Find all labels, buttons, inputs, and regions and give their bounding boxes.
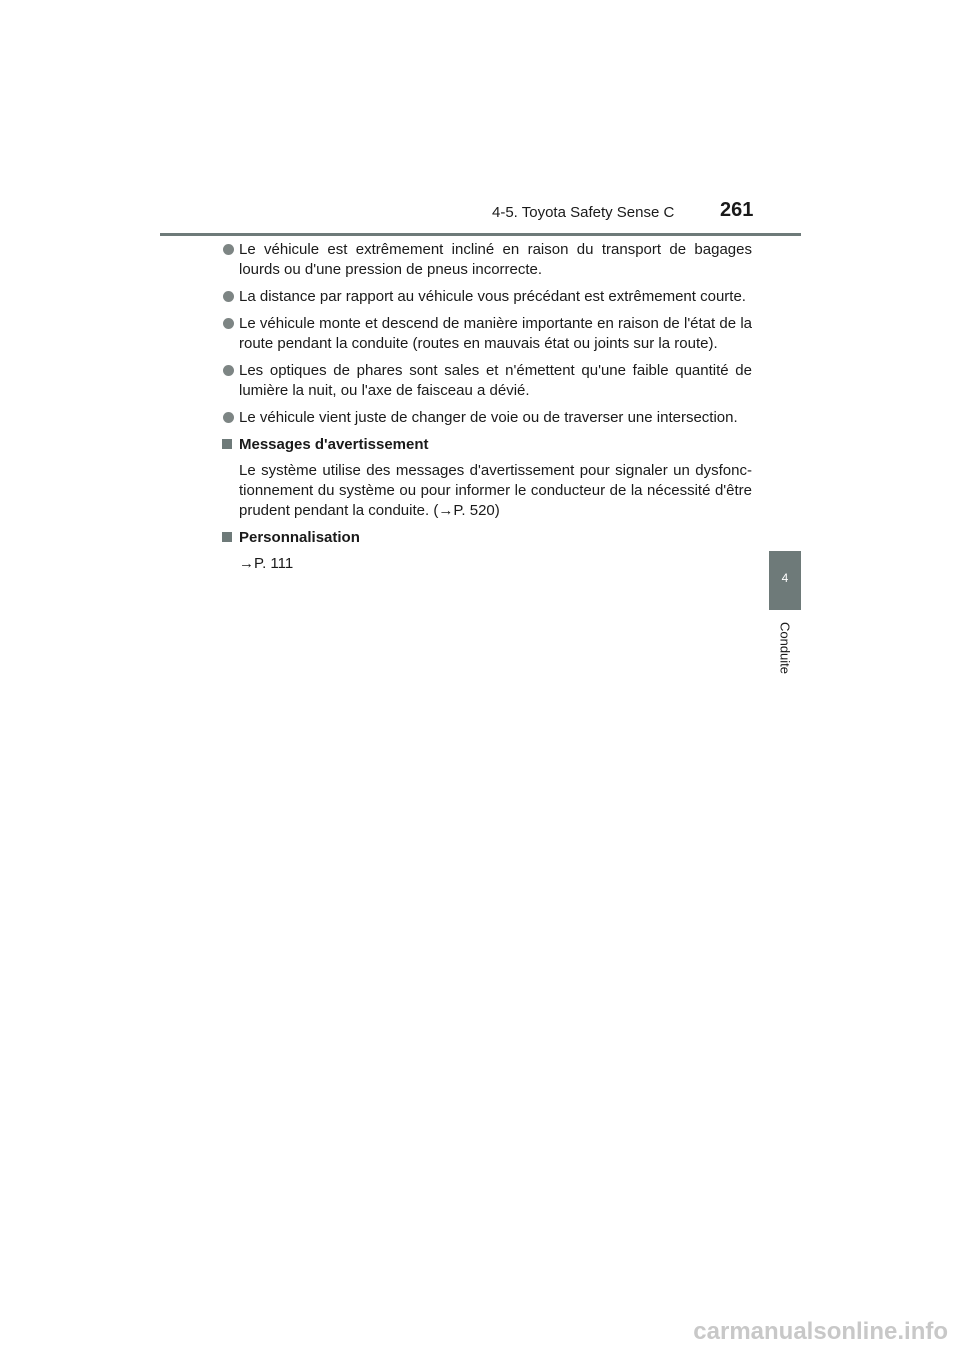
bullet-dot-icon <box>223 365 234 376</box>
bullet-item <box>222 314 752 354</box>
chapter-label: Conduite <box>777 621 793 675</box>
chapter-tab <box>769 551 801 610</box>
bullet-item <box>222 408 752 428</box>
header-divider <box>160 233 801 236</box>
square-bullet-icon <box>222 532 232 542</box>
page-number: 261 <box>720 199 754 221</box>
header-section-title: 4-5. Toyota Safety Sense C <box>492 204 675 221</box>
bullet-item <box>222 240 752 280</box>
chapter-number: 4 <box>781 571 789 585</box>
section-heading-warnings <box>222 435 752 455</box>
bullet-text: Les optiques de phares sont sales et n'émettent qu'une faible quantité de lumière la nuit, ou l'axe de faisceau a dévié. <box>239 362 752 399</box>
bullet-dot-icon <box>223 318 234 329</box>
section-title: Personnalisation <box>239 529 360 546</box>
page-reference-link[interactable]: →P. 111 <box>239 555 294 572</box>
bullet-text: La distance par rapport au véhicule vous précédant est extrêmement courte. <box>239 288 746 305</box>
bullet-text: Le véhicule est extrêmement incliné en raison du transport de bagages lourds ou d'une pression de pneus incorrecte. <box>239 241 752 278</box>
bullet-dot-icon <box>223 412 234 423</box>
section-body-warnings: Le système utilise des messages d'avertissement pour signaler un dysfonc-tionnement du système ou pour informer le conducteur de la nécessité d'être prudent pendant la conduite. (→P. 520) <box>239 462 752 519</box>
bullet-dot-icon <box>223 244 234 255</box>
bullet-item <box>222 361 752 401</box>
watermark: carmanualsonline.info <box>693 1318 948 1345</box>
bullet-text: Le véhicule vient juste de changer de voie ou de traverser une intersection. <box>239 409 738 426</box>
bullet-item <box>222 287 752 307</box>
page-content <box>222 240 752 574</box>
section-heading-customization <box>222 528 752 548</box>
bullet-dot-icon <box>223 291 234 302</box>
section-title: Messages d'avertissement <box>239 436 429 453</box>
bullet-text: Le véhicule monte et descend de manière importante en raison de l'état de la route pendant la conduite (routes en mauvais état ou joints sur la route). <box>239 315 752 352</box>
square-bullet-icon <box>222 439 232 449</box>
